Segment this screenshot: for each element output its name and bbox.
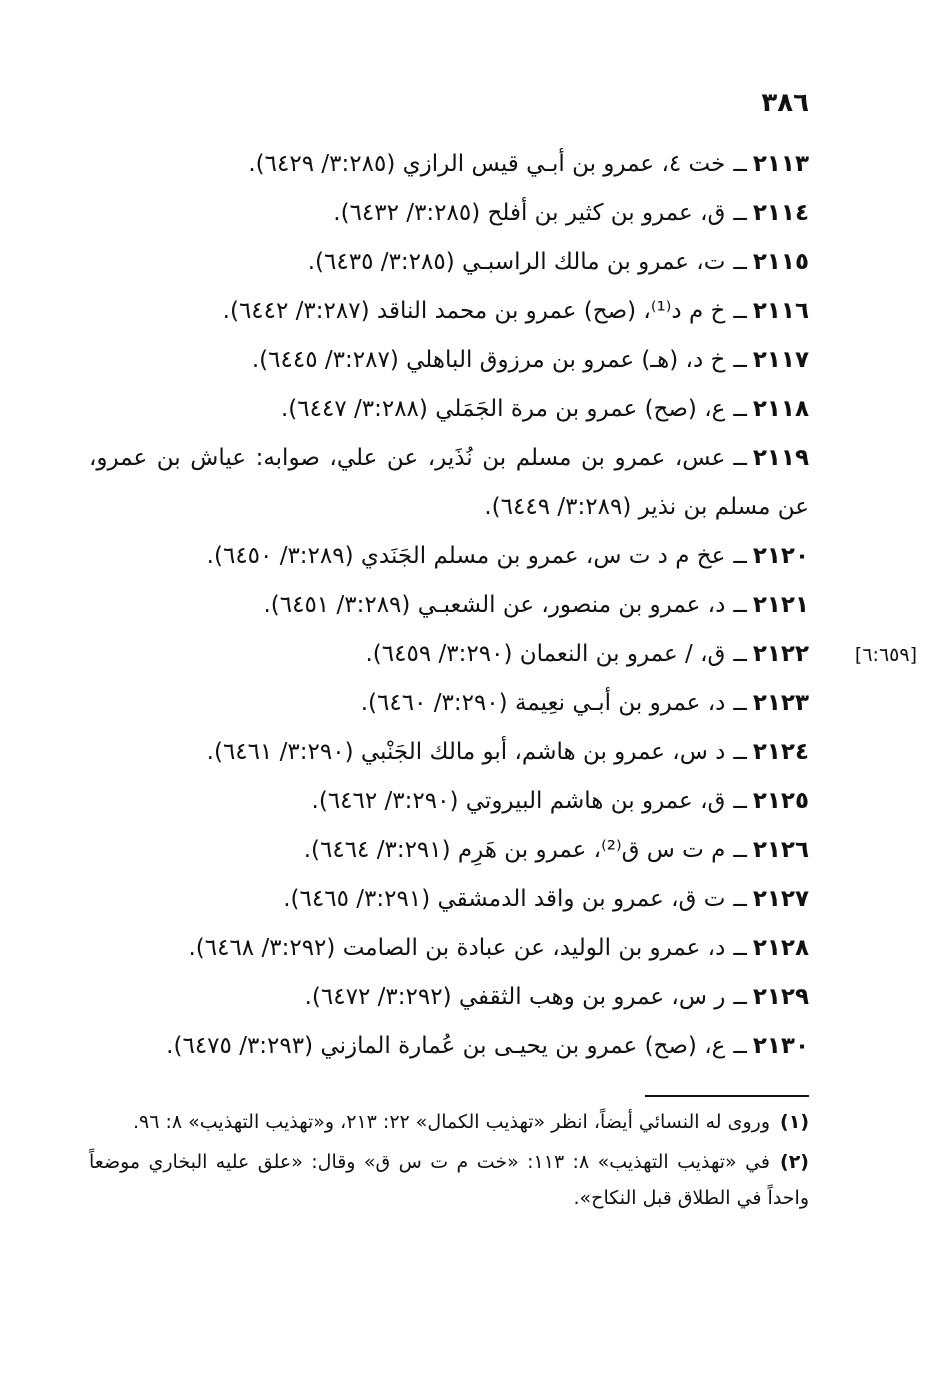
dash-separator: ــ — [733, 641, 747, 667]
entry-number: ٢١٢٥ — [752, 788, 809, 814]
margin-reference: [٦:٦٥٩] — [854, 644, 917, 666]
footnote-number: (٢) — [780, 1151, 809, 1173]
list-item — [89, 532, 809, 581]
entry-number: ٢١٣٠ — [752, 1033, 809, 1059]
footnote-divider — [645, 1095, 809, 1097]
list-item — [89, 287, 809, 336]
entry-text: ت، عمرو بن مالك الراسبـي (٣:٢٨٥/ ٦٤٣٥). — [307, 249, 726, 275]
entry-number: ٢١١٦ — [752, 298, 809, 324]
list-item — [89, 336, 809, 385]
dash-separator: ــ — [733, 396, 747, 422]
entry-number: ٢١٢٤ — [752, 739, 809, 765]
dash-separator: ــ — [733, 690, 747, 716]
list-item — [89, 581, 809, 630]
entry-list — [89, 140, 809, 1071]
entry-number: ٢١٢٧ — [752, 886, 809, 912]
footnote — [89, 1104, 809, 1140]
entry-text: عس، عمرو بن مسلم بن نُذَير، عن علي، صوابه: عياش بن عمرو، عن مسلم بن نذير (٣:٢٨٩/ ٦٤٤٩). — [89, 445, 809, 520]
entry-text: خ د، (هـ) عمرو بن مرزوق الباهلي (٣:٢٨٧/ ٦٤٤٥). — [251, 347, 726, 373]
dash-separator: ــ — [733, 837, 747, 863]
dash-separator: ــ — [733, 543, 747, 569]
entry-text: د س، عمرو بن هاشم، أبو مالك الجَنْبي (٣:٢٩٠/ ٦٤٦١). — [206, 739, 726, 765]
list-item — [89, 973, 809, 1022]
entry-text: د، عمرو بن الوليد، عن عبادة بن الصامت (٣:٢٩٢/ ٦٤٦٨). — [188, 935, 726, 961]
dash-separator: ــ — [733, 788, 747, 814]
entry-text: د، عمرو بن منصور، عن الشعبـي (٣:٢٨٩/ ٦٤٥١). — [263, 592, 726, 618]
entry-number: ٢١٢٦ — [752, 837, 809, 863]
entry-number: ٢١١٥ — [752, 249, 809, 275]
entry-text: عخ م د ت س، عمرو بن مسلم الجَنَدي (٣:٢٨٩/ ٦٤٥٠). — [206, 543, 726, 569]
list-item — [89, 238, 809, 287]
page-number: ٣٨٦ — [761, 88, 809, 118]
entry-number: ٢١٢٢ — [752, 641, 809, 667]
entry-text: م ت س ق⁽²⁾، عمرو بن هَرِم (٣:٢٩١/ ٦٤٦٤). — [303, 837, 726, 863]
dash-separator: ــ — [733, 249, 747, 275]
list-item — [89, 140, 809, 189]
entry-text: خت ٤، عمرو بن أبـي قيس الرازي (٣:٢٨٥/ ٦٤٢٩). — [248, 151, 726, 177]
entry-number: ٢١٢٨ — [752, 935, 809, 961]
entry-number: ٢١٢١ — [752, 592, 809, 618]
list-item — [89, 679, 809, 728]
dash-separator: ــ — [733, 347, 747, 373]
list-item — [89, 1022, 809, 1071]
list-item — [89, 777, 809, 826]
entry-text: ع، (صح) عمرو بن يحيـى بن عُمارة المازني (٣:٢٩٣/ ٦٤٧٥). — [166, 1033, 726, 1059]
dash-separator: ــ — [733, 1033, 747, 1059]
dash-separator: ــ — [733, 592, 747, 618]
entry-number: ٢١١٩ — [752, 445, 809, 471]
list-item — [89, 826, 809, 875]
dash-separator: ــ — [733, 445, 747, 471]
entry-text: ت ق، عمرو بن واقد الدمشقي (٣:٢٩١/ ٦٤٦٥). — [283, 886, 726, 912]
dash-separator: ــ — [733, 984, 747, 1010]
list-item — [89, 875, 809, 924]
list-item — [89, 189, 809, 238]
dash-separator: ــ — [733, 886, 747, 912]
list-item — [89, 434, 809, 532]
dash-separator: ــ — [733, 151, 747, 177]
entry-number: ٢١١٤ — [752, 200, 809, 226]
entry-text: د، عمرو بن أبـي نعِيمة (٣:٢٩٠/ ٦٤٦٠). — [360, 690, 726, 716]
list-item — [89, 385, 809, 434]
footnote-text: وروى له النسائي أيضاً، انظر «تهذيب الكمال» ٢٢: ٢١٣، و«تهذيب التهذيب» ٨: ٩٦. — [132, 1111, 771, 1133]
entry-text: ق، / عمرو بن النعمان (٣:٢٩٠/ ٦٤٥٩). — [365, 641, 726, 667]
entry-number: ٢١٢٩ — [752, 984, 809, 1010]
entry-number: ٢١١٣ — [752, 151, 809, 177]
entry-number: ٢١٢٣ — [752, 690, 809, 716]
entry-text: خ م د⁽¹⁾، (صح) عمرو بن محمد الناقد (٣:٢٨٧/ ٦٤٤٢). — [222, 298, 726, 324]
entry-number: ٢١٢٠ — [752, 543, 809, 569]
entry-number: ٢١١٧ — [752, 347, 809, 373]
entry-text: ع، (صح) عمرو بن مرة الجَمَلي (٣:٢٨٨/ ٦٤٤٧). — [280, 396, 726, 422]
list-item — [89, 924, 809, 973]
dash-separator: ــ — [733, 739, 747, 765]
entry-text: ق، عمرو بن هاشم البيروتي (٣:٢٩٠/ ٦٤٦٢). — [311, 788, 726, 814]
footnotes — [89, 1104, 809, 1220]
list-item — [89, 728, 809, 777]
list-item — [89, 630, 809, 679]
footnote — [89, 1144, 809, 1216]
dash-separator: ــ — [733, 298, 747, 324]
footnote-text: في «تهذيب التهذيب» ٨: ١١٣: «خت م ت س ق» وقال: «علق عليه البخاري موضعاً واحداً في الطلاق قبل النكاح». — [89, 1151, 809, 1209]
entry-text: ق، عمرو بن كثير بن أفلح (٣:٢٨٥/ ٦٤٣٢). — [333, 200, 726, 226]
dash-separator: ــ — [733, 935, 747, 961]
entry-number: ٢١١٨ — [752, 396, 809, 422]
footnote-number: (١) — [780, 1111, 809, 1133]
dash-separator: ــ — [733, 200, 747, 226]
entry-text: ر س، عمرو بن وهب الثقفي (٣:٢٩٢/ ٦٤٧٢). — [304, 984, 726, 1010]
